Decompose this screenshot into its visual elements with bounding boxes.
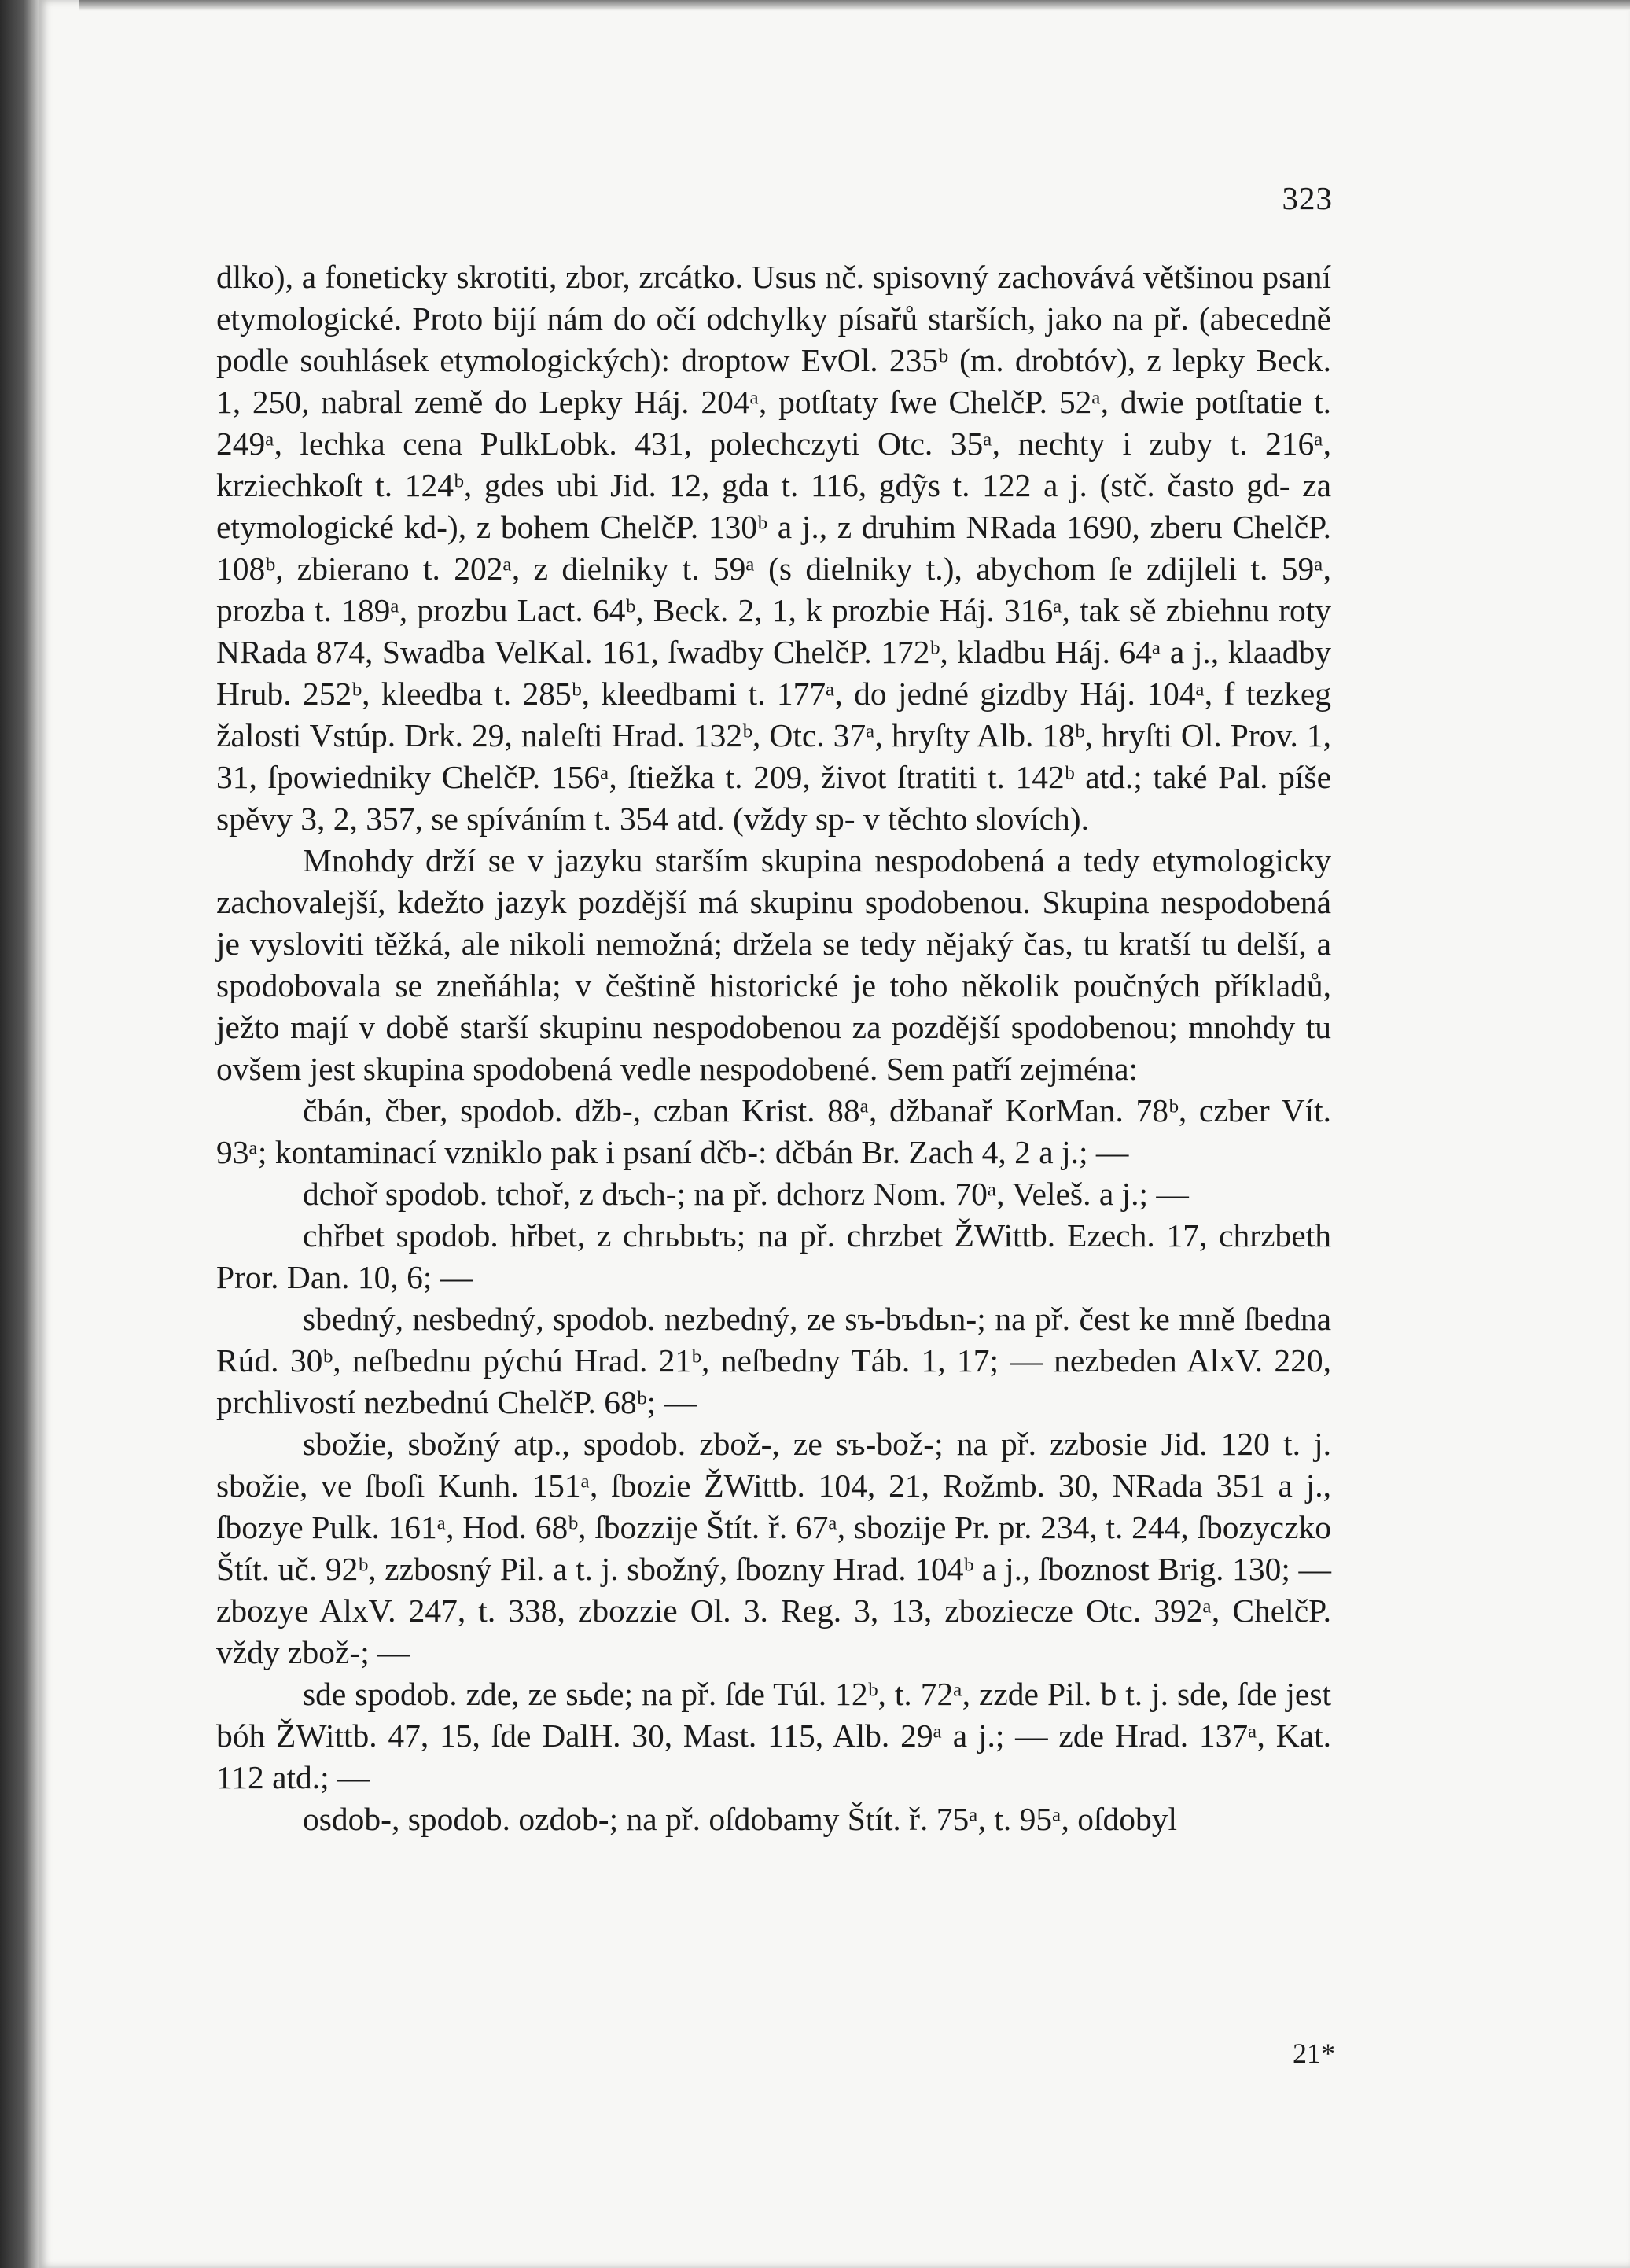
paragraph: dlko), a foneticky skrotiti, zbor, zrcátko. Usus nč. spisovný zachovává většinou psaní etymologické. Proto bijí nám do očí odchylky písařů starších, jako na př. (abecedně podle souhlásek etymologických): droptow EvOl. 235ᵇ (m. drobtóv), z lepky Beck. 1, 250, nabral země do Lepky Háj. 204ᵃ, potſtaty ſwe ChelčP. 52ᵃ, dwie potſtatie t. 249ᵃ, lechka cena PulkLobk. 431, polechczyti Otc. 35ᵃ, nechty i zuby t. 216ᵃ, krziechkoſt t. 124ᵇ, gdes ubi Jid. 12, gda t. 116, gdỹs t. 122 a j. (stč. často gd- za etymologické kd-), z bohem ChelčP. 130ᵇ a j., z druhim NRada 1690, zberu ChelčP. 108ᵇ, zbierano t. 202ᵃ, z dielniky t. 59ᵃ (s dielniky t.), abychom ſe zdijleli t. 59ᵃ, prozba t. 189ᵃ, prozbu Lact. 64ᵇ, Beck. 2, 1, k prozbie Háj. 316ᵃ, tak sě zbiehnu roty NRada 874, Swadba VelKal. 161, ſwadby ChelčP. 172ᵇ, kladbu Háj. 64ᵃ a j., klaadby Hrub. 252ᵇ, kleedba t. 285ᵇ, kleedbami t. 177ᵃ, do jedné gizdby Háj. 104ᵃ, f tezkeg žalosti Vstúp. Drk. 29, naleſti Hrad. 132ᵇ, Otc. 37ᵃ, hryſty Alb. 18ᵇ, hryſti Ol. Prov. 1, 31, ſpowiedniky ChelčP. 156ᵃ, ſtiežka t. 209, život ſtratiti t. 142ᵇ atd.; také Pal. píše spěvy 3, 2, 357, se spíváním t. 354 atd. (vždy sp- v těchto slovích). <box>216 259 1331 837</box>
entry: sbedný, nesbedný, spodob. nezbedný, ze sъ-bъdьn-; na př. čest ke mně ſbedna Rúd. 30ᵇ, neſbednu pýchú Hrad. 21ᵇ, neſbedny Táb. 1, 17; — nezbeden AlxV. 220, prchlivostí nezbednú ChelčP. 68ᵇ; — <box>216 1301 1331 1420</box>
entry: chřbet spodob. hřbet, z chrьbьtъ; na př. chrzbet ŽWittb. Ezech. 17, chrzbeth Pror. Dan. 10, 6; — <box>216 1217 1331 1295</box>
entry: čbán, čber, spodob. džb-, czban Krist. 88ᵃ, džbanař KorMan. 78ᵇ, czber Vít. 93ᵃ; kontaminací vzniklo pak i psaní dčb-: dčbán Br. Zach 4, 2 a j.; — <box>216 1092 1331 1170</box>
printer-signature: 21* <box>1293 2038 1335 2069</box>
entry: sde spodob. zde, ze sьde; na př. ſde Túl. 12ᵇ, t. 72ᵃ, zzde Pil. b t. j. sde, ſde jest bóh ŽWittb. 47, 15, ſde DalH. 30, Mast. 115, Alb. 29ᵃ a j.; — zde Hrad. 137ᵃ, Kat. 112 atd.; — <box>216 1676 1331 1795</box>
entry: osdob-, spodob. ozdob-; na př. oſdobamy Štít. ř. 75ᵃ, t. 95ᵃ, oſdobyl <box>303 1801 1178 1837</box>
page-body <box>216 256 1331 1840</box>
page-number: 323 <box>1282 180 1333 216</box>
entry: dchoř spodob. tchoř, z dъch-; na př. dchorz Nom. 70ᵃ, Veleš. a j.; — <box>303 1176 1189 1212</box>
page-top-edge <box>79 0 1630 11</box>
page-edge-shadow <box>0 0 39 2268</box>
entry: sbožie, sbožný atp., spodob. zbož-, ze sъ-bož-; na př. zzbosie Jid. 120 t. j. sbožie, ve ſboſi Kunh. 151ᵃ, ſbozie ŽWittb. 104, 21, Rožmb. 30, NRada 351 a j., ſbozye Pulk. 161ᵃ, Hod. 68ᵇ, ſbozzije Štít. ř. 67ᵃ, sbozije Pr. pr. 234, t. 244, ſbozyczko Štít. uč. 92ᵇ, zzbosný Pil. a t. j. sbožný, ſbozny Hrad. 104ᵇ a j., ſboznost Brig. 130; — zbozye AlxV. 247, t. 338, zbozzie Ol. 3. Reg. 3, 13, zboziecze Otc. 392ᵃ, ChelčP. vždy zbož-; — <box>216 1426 1331 1670</box>
paragraph: Mnohdy drží se v jazyku starším skupina nespodobená a tedy etymologicky zachovalejší, kdežto jazyk pozdější má skupinu spodobenou. Skupina nespodobená je vysloviti těžká, ale nikoli nemožná; držela se tedy nějaký čas, tu kratší tu delší, a spodobovala se zneňáhla; v češtině historické je toho několik poučných příkladů, ježto mají v době starší skupinu nespodobenou za pozdější spodobenou; mnohdy tu ovšem jest skupina spodobená vedle nespodobené. Sem patří zejména: <box>216 842 1331 1087</box>
